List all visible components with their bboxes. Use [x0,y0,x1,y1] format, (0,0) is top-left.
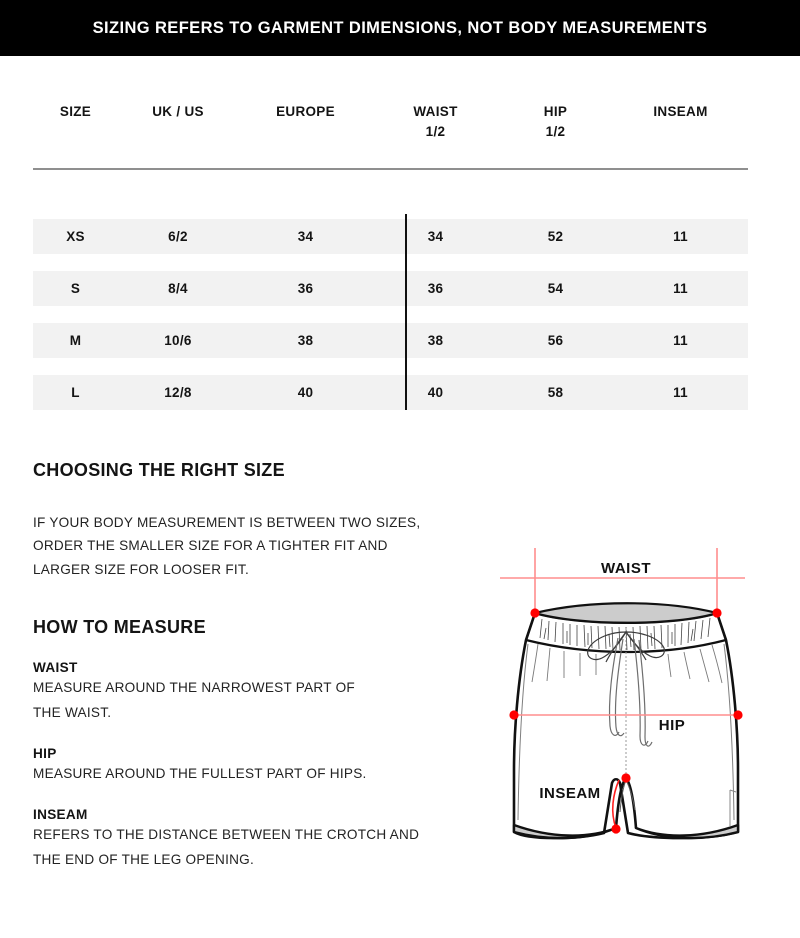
table-row [33,271,748,306]
column-header-uk-us [118,92,238,141]
column-header-inseam [613,92,748,141]
header-divider-rule [33,168,748,170]
table-body [33,219,748,410]
column-header-hip-line1: HIP [543,104,568,119]
measure-inseam-line-1: REFERS TO THE DISTANCE BETWEEN THE CROTCH AND [33,827,420,843]
column-header-europe [238,92,373,141]
cell-uk-us: 10/6 [164,333,192,348]
table-header-row [33,92,748,141]
cell-hip-half: 58 [547,385,564,400]
column-header-size-line1: SIZE [59,104,92,119]
cell-size: L [71,385,80,400]
column-header-uk-us-line1: UK / US [152,104,204,119]
diagram-label-waist: WAIST [601,560,651,577]
diagram-label-inseam: INSEAM [539,785,601,802]
column-header-size [33,92,118,141]
row-spacer [33,306,748,323]
shorts-outline [514,603,738,838]
choosing-size-paragraph [33,511,483,581]
table-row [33,375,748,410]
cell-europe: 40 [297,385,314,400]
cell-europe: 38 [297,333,314,348]
cell-hip-half: 52 [547,229,564,244]
table-row [33,219,748,254]
column-header-europe-line1: EUROPE [276,104,335,119]
shorts-measurement-diagram [480,540,800,860]
column-header-hip [498,92,613,141]
marker-crotch [621,773,630,782]
measure-block-hip [33,746,483,785]
cell-waist-half: 40 [427,385,444,400]
cell-inseam: 11 [673,229,688,244]
column-header-waist [373,92,498,141]
banner-text: SIZING REFERS TO GARMENT DIMENSIONS, NOT BODY MEASUREMENTS [92,18,708,37]
measure-block-waist [33,660,483,724]
cell-inseam: 11 [673,281,688,296]
cell-size: XS [66,229,85,244]
measure-label-inseam: INSEAM [33,807,88,823]
cell-europe: 34 [297,229,314,244]
column-header-inseam-line1: INSEAM [653,104,708,119]
marker-hip-left [509,710,518,719]
measure-label-hip: HIP [33,745,57,761]
table-column-divider [405,214,407,410]
marker-waist-left [530,608,539,617]
marker-hip-right [733,710,742,719]
cell-europe: 36 [297,281,314,296]
cell-inseam: 11 [673,385,688,400]
how-to-measure-heading: HOW TO MEASURE [33,617,206,638]
column-header-waist-line1: WAIST [413,104,458,119]
row-spacer [33,358,748,375]
marker-waist-right [712,608,721,617]
cell-uk-us: 8/4 [168,281,188,296]
cell-uk-us: 6/2 [168,229,188,244]
cell-waist-half: 38 [427,333,444,348]
cell-hip-half: 56 [547,333,564,348]
choosing-size-line-3: LARGER SIZE FOR LOOSER FIT. [33,561,249,577]
cell-waist-half: 36 [427,281,444,296]
measure-inseam-line-2: THE END OF THE LEG OPENING. [33,851,255,867]
measure-waist-line-2: THE WAIST. [33,704,112,720]
table-row [33,323,748,358]
cell-hip-half: 54 [547,281,564,296]
measure-hip-line-1: MEASURE AROUND THE FULLEST PART OF HIPS. [33,765,367,781]
instructions-column [33,460,483,871]
column-header-hip-line2: 1/2 [545,123,566,139]
column-header-waist-line2: 1/2 [425,123,446,139]
measure-label-waist: WAIST [33,660,78,676]
cell-size: S [70,281,81,296]
choosing-size-heading: CHOOSING THE RIGHT SIZE [33,460,285,480]
size-chart-table [33,92,748,400]
row-spacer [33,254,748,271]
cell-size: M [69,333,82,348]
measure-block-inseam [33,807,483,871]
cell-waist-half: 34 [427,229,444,244]
choosing-size-line-1: IF YOUR BODY MEASUREMENT IS BETWEEN TWO SIZES, [33,515,421,530]
diagram-label-hip: HIP [658,717,686,734]
marker-leg-opening [611,824,620,833]
cell-inseam: 11 [673,333,688,348]
choosing-size-line-2: ORDER THE SMALLER SIZE FOR A TIGHTER FIT AND [33,538,388,554]
cell-uk-us: 12/8 [164,385,192,400]
measure-waist-line-1: MEASURE AROUND THE NARROWEST PART OF [33,680,355,696]
top-banner [0,0,800,56]
